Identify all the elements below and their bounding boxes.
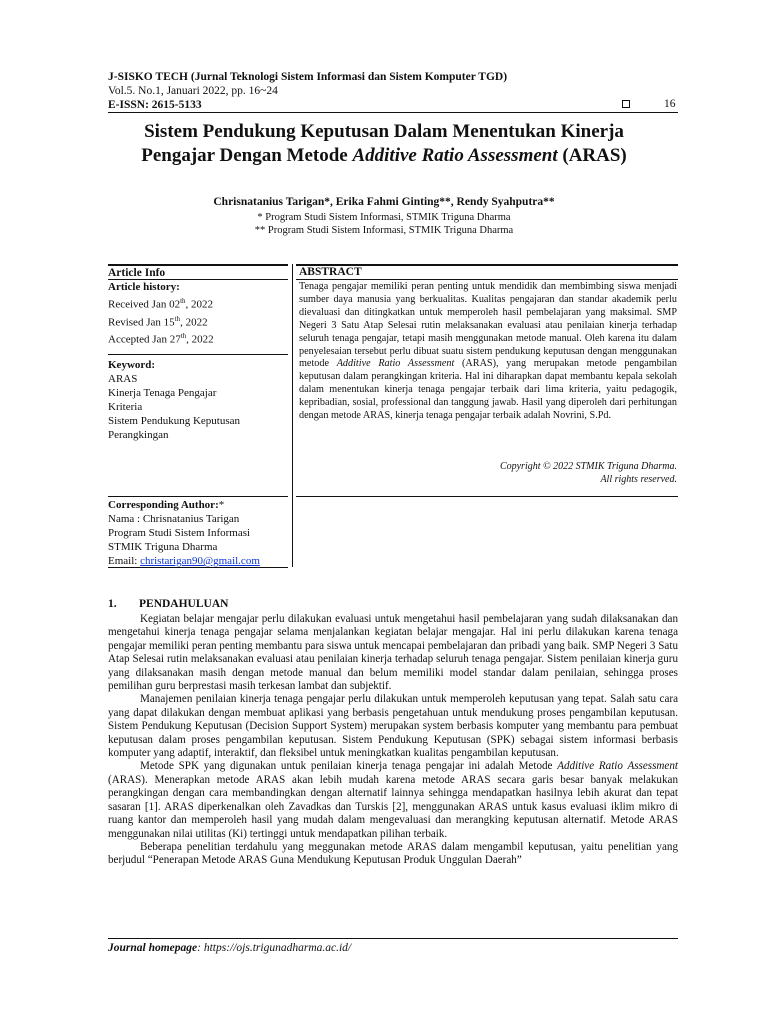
keyword-item: Sistem Pendukung Keputusan — [108, 415, 240, 427]
homepage-url[interactable]: : https://ojs.trigunadharma.ac.id/ — [197, 942, 352, 954]
paragraph: Beberapa penelitian terdahulu yang meggunakan metode ARAS dalam mengambil keputusan, yaitu penelitian yang berjudul “Penerapan Metode ARAS Guna Mendukung Keputusan Produk Unggulan Daerah” — [108, 840, 678, 867]
article-history: Article history: Received Jan 02th, 2022 Revised Jan 15th, 2022 Accepted Jan 27th, 2022 — [108, 281, 214, 346]
author-list: Chrisnatanius Tarigan*, Erika Fahmi Ginting**, Rendy Syahputra** — [213, 196, 555, 208]
column-divider — [292, 264, 293, 567]
journal-issn: E-ISSN: 2615-5133 — [108, 99, 202, 111]
footer-rule — [108, 938, 678, 939]
header-rule — [108, 112, 678, 113]
square-bullet-icon — [622, 98, 630, 110]
page-number: 16 — [664, 98, 676, 110]
journal-name: J-SISKO TECH (Jurnal Teknologi Sistem Informasi dan Sistem Komputer TGD) — [108, 71, 508, 83]
keyword-item: Kinerja Tenaga Pengajar — [108, 387, 217, 399]
affiliation-1: * Program Studi Sistem Informasi, STMIK Triguna Dharma — [257, 212, 511, 223]
keyword-item: Perangkingan — [108, 429, 169, 441]
paragraph: Manajemen penilaian kinerja tenaga pengajar perlu dilakukan untuk memperoleh keputusan yang tepat. Salah satu cara yang dapat dilakukan dengan membuat aplikasi yang berbasis pengetahuan untuk mendukung proses pengambilan keputusan. Sistem Pendukung Keputusan (Decision Support System) merupakan system berbasis komputer yang membantu para pembuat keputusan dalam proses pengambilan keputusan. Sistem Pendukung Keputusan (SPK) sebagai sistem informasi berbasis komputer yang adaptif, interaktif, dan fleksibel untuk meningkatkan kualitas pengambilan keputusan. — [108, 693, 678, 760]
abstract-head-rule — [296, 279, 678, 280]
paragraph: Metode SPK yang digunakan untuk penilaian kinerja tenaga pengajar ini adalah Metode Additive Ratio Assessment (ARAS). Menerapkan metode ARAS akan lebih mudah karena metode ARAS secara garis besar banyak melakukan perangkingan dengan cara membandingkan dengan alternatif lainnya sehingga mendapatkan hasilnya lebih akurat dan tepat sasaran [1]. ARAS diperkenalkan oleh Zavadkas dan Turskis [2], menggunakan ARAS untuk kasus evaluasi iklim mikro di ruang kantor dan memperoleh hasil yang mudah dalam mengevaluasi dan merangking keputusan alternatif. Metode ARAS menggunakan nilai utilitas (Ki) tertinggi untuk mendapatkan pilihan terbaik. — [108, 760, 678, 840]
article-info-heading: Article Info — [108, 267, 166, 279]
corresponding-top-rule — [108, 496, 288, 497]
journal-volume: Vol.5. No.1, Januari 2022, pp. 16~24 — [108, 85, 278, 97]
keyword-list: Keyword: ARAS Kinerja Tenaga Pengajar Kriteria Sistem Pendukung Keputusan Perangkingan — [108, 358, 288, 442]
affiliation-2: ** Program Studi Sistem Informasi, STMIK Triguna Dharma — [254, 225, 514, 236]
paragraph: Kegiatan belajar mengajar perlu dilakukan evaluasi untuk mengetahui hasil pembelajaran yang sudah dilaksanakan dan mengetahui kinerja tenaga pengajar selama menjalankan kegiatan belajar mengajar. Hal ini perlu dilakukan karena tenaga pengajar memiliki peran penting membantu para siswa untuk mencapai pembelajaran dan pribadi yang baik. SMP Negeri 3 Satu Atap Selesai rutin melaksanakan evaluasi atau penilaian kinerja terhadap seluruh tenaga pengajar. Sistem penilaian kinerja guru yang dilaksanakan masih dengan metode manual dan belum memiliki model standar dalam penilaian, sehingga proses pemilihan guru berprestasi masih terkesan lambat dan subjektif. — [108, 613, 678, 693]
abstract-heading: ABSTRACT — [299, 266, 362, 278]
abstract-bottom-rule — [296, 496, 678, 497]
copyright-notice: Copyright © 2022 STMIK Triguna Dharma. All rights reserved. — [499, 461, 677, 485]
abstract-body: Tenaga pengajar memiliki peran penting untuk mendidik dan membimbing siswa menjadi sumber daya manusia yang berkualitas. Kualitas pengajaran dan standar akademik perlu dievaluasi dan ditingkatkan untuk memperoleh hasil pembelajaran yang maksimal. SMP Negeri 3 Satu Atap Selesai rutin melaksanakan evaluasi atau penilaian kinerja terhadap seluruh tenaga pengajar, tetapi masih menggunakan metode manual. Oleh karena itu dalam penyelesaian tersebut perlu dibuat suatu sistem pendukung keputusan dengan menggunakan metode Additive Ratio Assessment (ARAS), yang merupakan metode pengambilan keputusan dalam perangkingan kriteria. Hal ini diharapkan dapat membantu kepala sekolah dalam menentukan kinerja tenaga pengajar terbaik dari lima kriteria, yaitu pedagogik, kepribadian, sosial, professional dan tanggung jawab. Hasil yang diperoleh dari perhitungan dengan metode ARAS, kinerja tenaga pengajar terbaik adalah Novrini, S.Pd. — [299, 281, 677, 422]
section-heading: 1. PENDAHULUAN — [108, 598, 229, 610]
keyword-item: Kriteria — [108, 401, 143, 413]
paper-title: Sistem Pendukung Keputusan Dalam Menentukan Kinerja Pengajar Dengan Metode Additive Ratio Assessment (ARAS) — [141, 121, 627, 166]
keyword-rule — [108, 354, 288, 355]
journal-homepage: Journal homepage: https://ojs.trigunadharma.ac.id/ — [108, 942, 352, 954]
corresponding-author: Corresponding Author:* Nama : Chrisnatanius Tarigan Program Studi Sistem Informasi STMIK Triguna Dharma Email: christarigan90@gmail.com — [108, 499, 260, 567]
email-link[interactable]: christarigan90@gmail.com — [140, 555, 260, 567]
section-body — [108, 613, 678, 868]
keyword-item: ARAS — [108, 373, 138, 385]
